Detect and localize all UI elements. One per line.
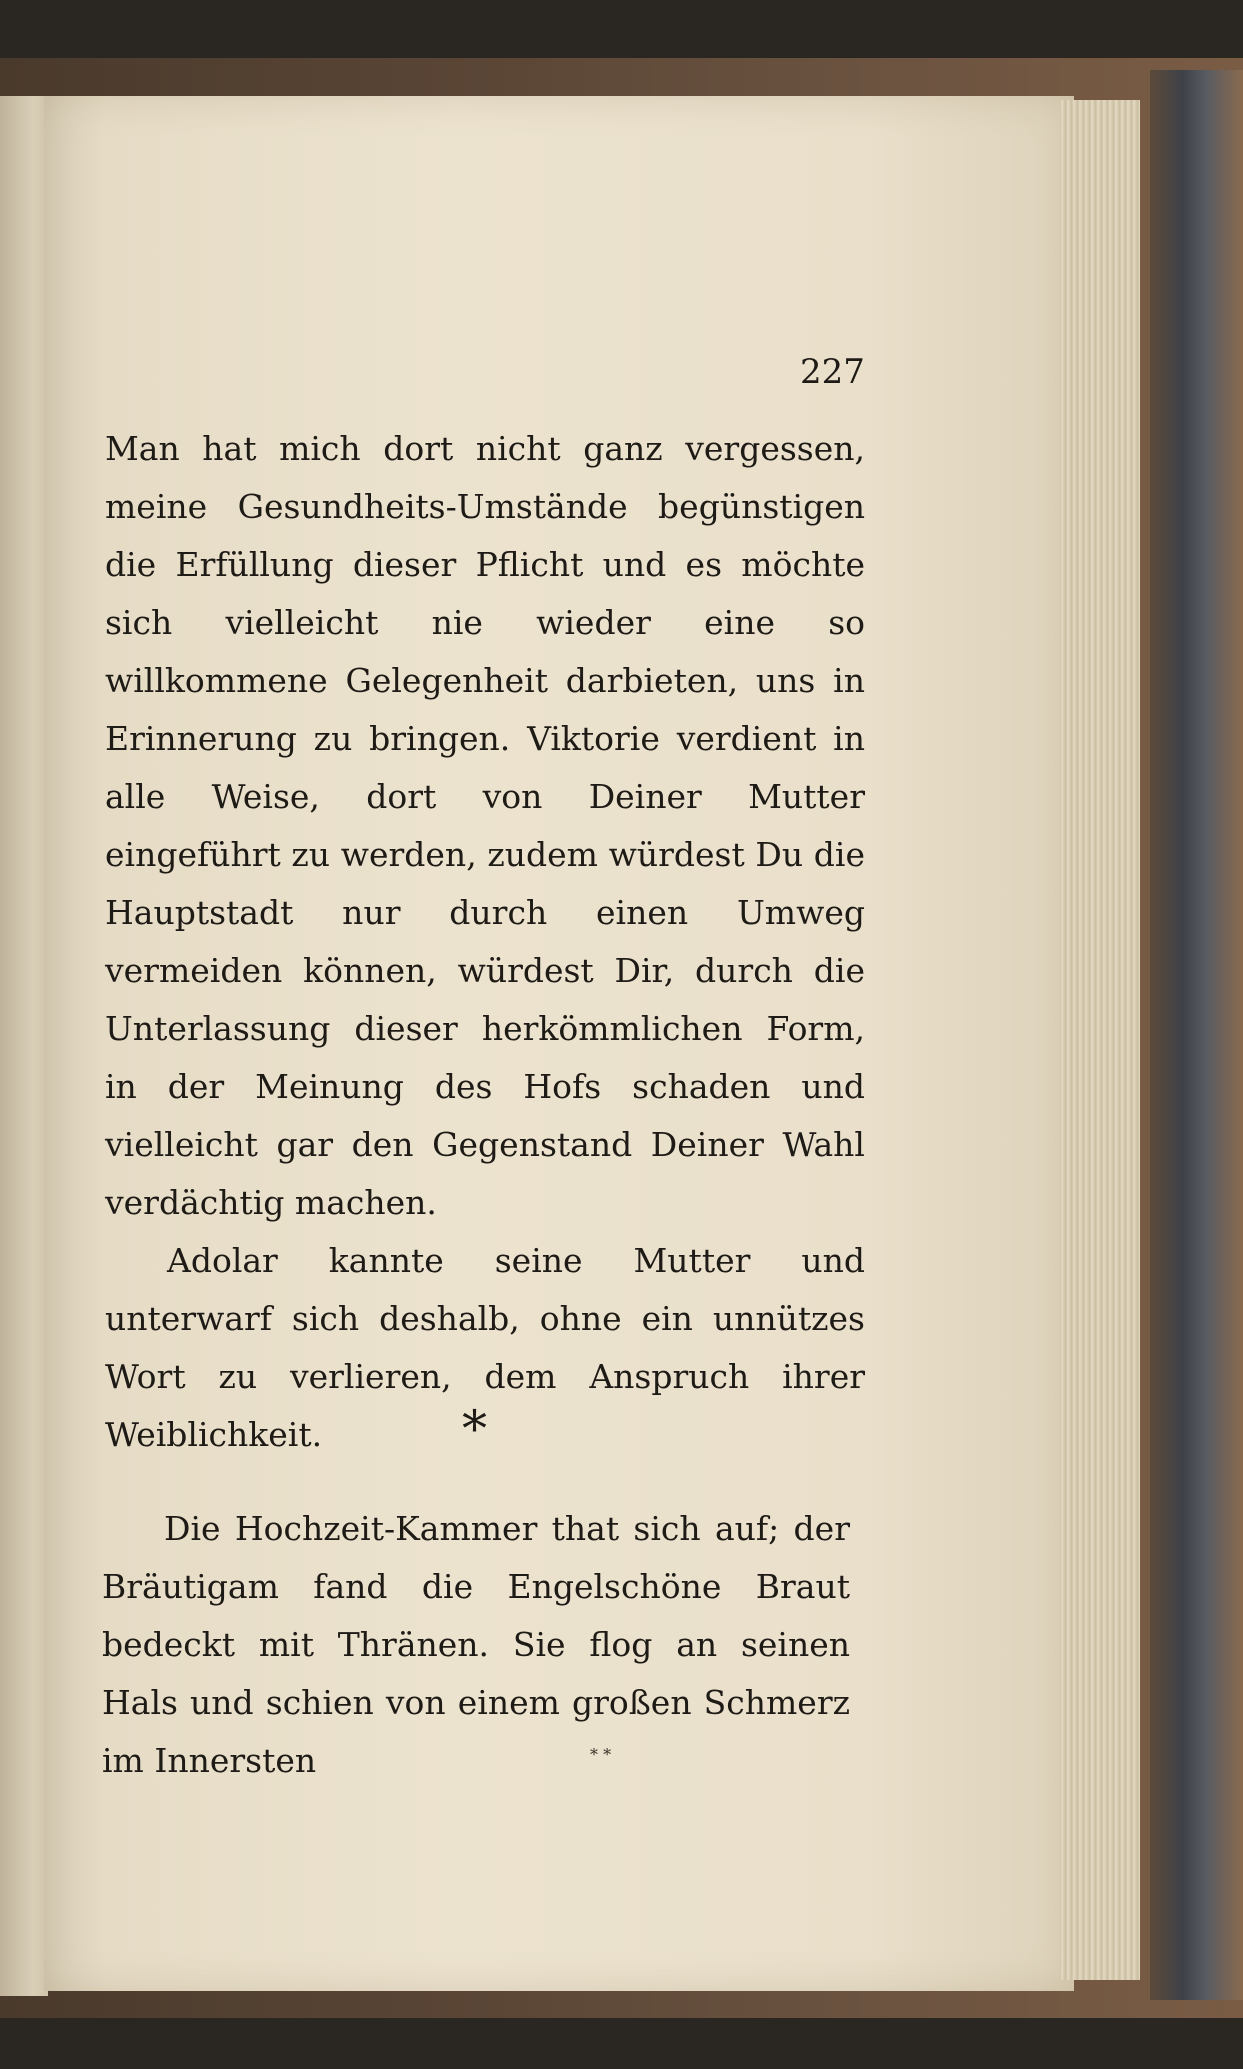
main-text: [105, 420, 865, 1464]
page-fore-edge: [1060, 100, 1140, 1980]
paragraph-3-text: Die Hochzeit-Kammer that sich auf; der Bräutigam fand die Engelschöne Braut bedeckt mit Thränen. Sie flog an seinen Hals und schien von einem großen Schmerz im Innersten: [102, 1509, 850, 1780]
page-number: 227: [800, 352, 865, 392]
paragraph-1: Man hat mich dort nicht ganz vergessen, meine Gesundheits-Umstände begünstigen die Erfüllung dieser Pflicht und es möchte sich vielleicht nie wieder eine so willkommene Gelegenheit darbieten, uns in Erinnerung zu bringen. Viktorie verdient in alle Weise, dort von Deiner Mutter eingeführt zu werden, zudem würdest Du die Hauptstadt nur durch einen Umweg vermeiden können, würdest Dir, durch die Unterlassung dieser herkömmlichen Form, in der Meinung des Hofs schaden und vielleicht gar den Gegenstand Deiner Wahl verdächtig machen.: [105, 429, 865, 1222]
paragraph-3: [102, 1500, 850, 1790]
section-separator: *: [462, 1400, 487, 1458]
signature-mark: * *: [590, 1745, 612, 1764]
paragraph-2: Adolar kannte seine Mutter und unterwarf sich deshalb, ohne ein unnützes Wort zu verlieren, dem Anspruch ihrer Weiblichkeit.: [105, 1241, 865, 1454]
left-page-edge: [0, 96, 48, 1996]
book-cover-edge: [1150, 70, 1243, 2000]
